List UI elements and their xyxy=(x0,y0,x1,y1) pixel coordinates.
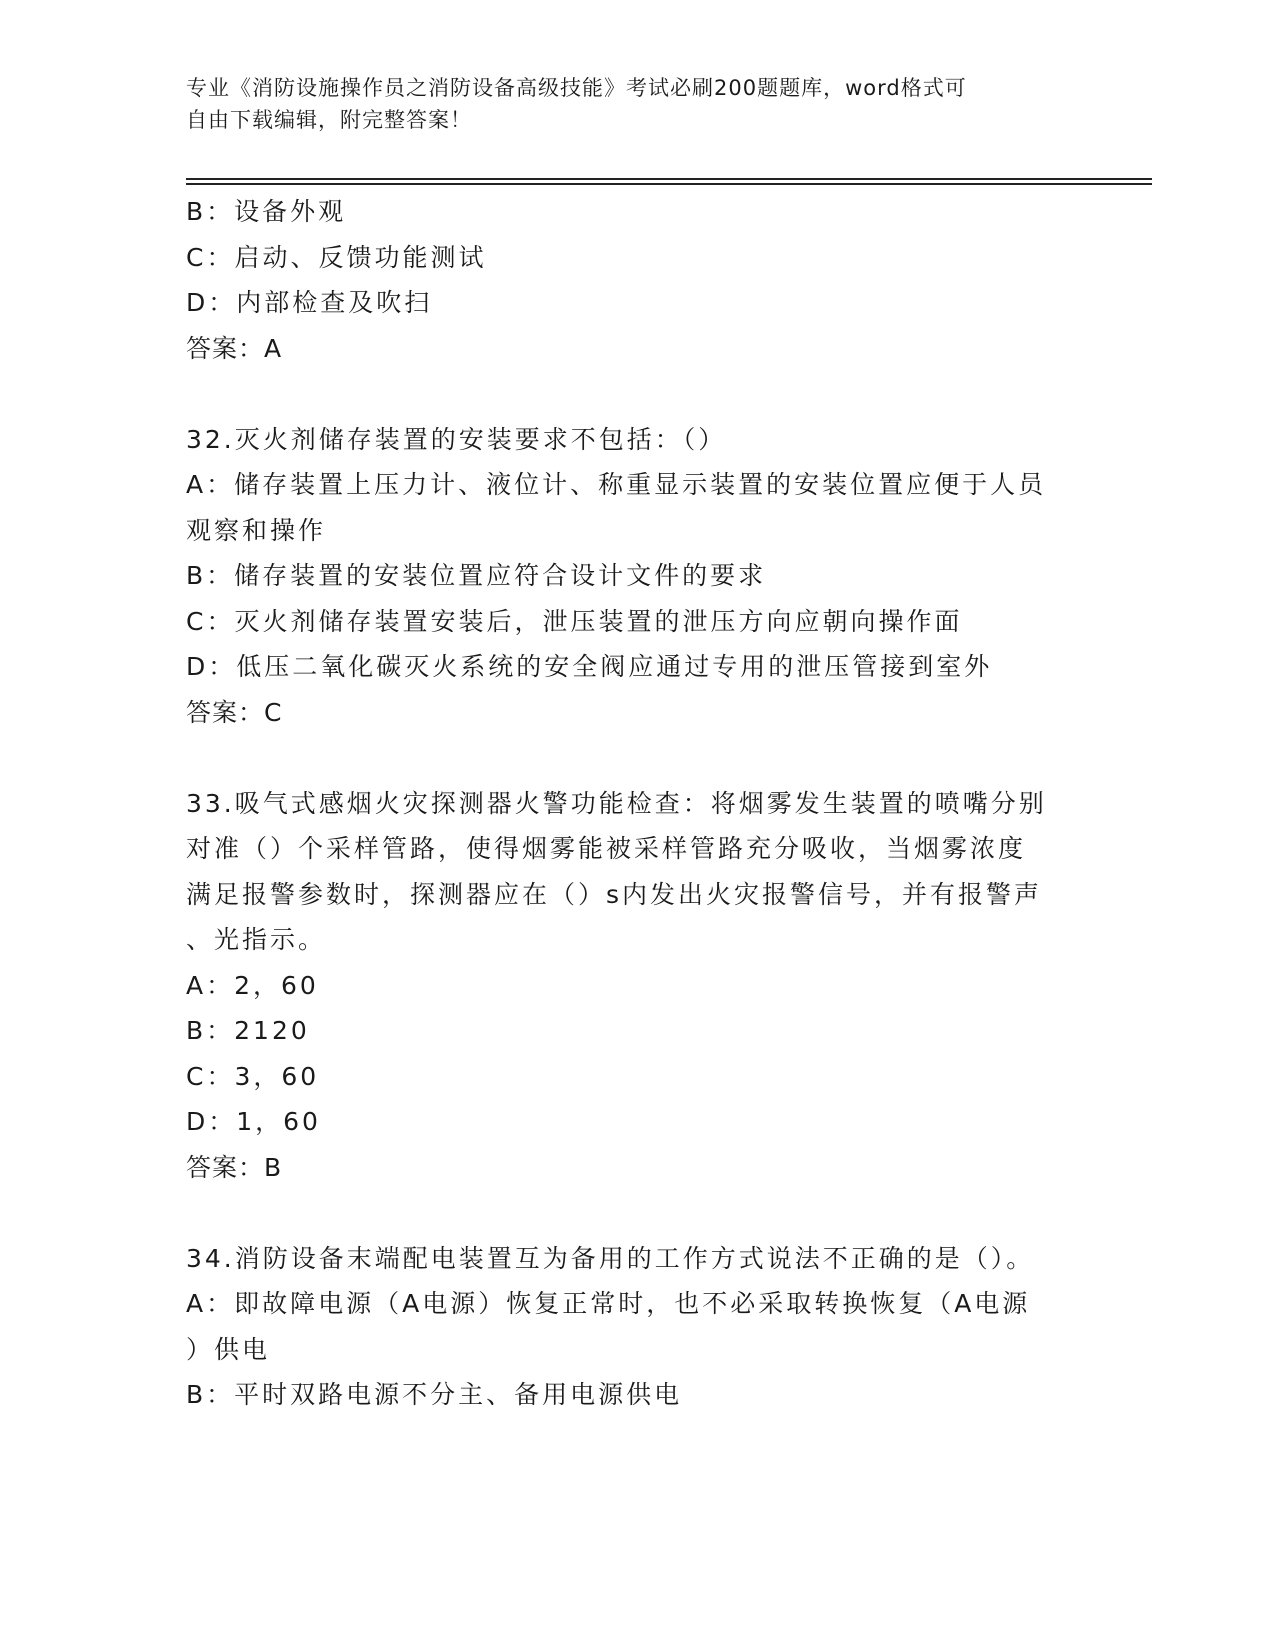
question-stem-line: 34.消防设备末端配电装置互为备用的工作方式说法不正确的是（）。 xyxy=(186,1243,1035,1273)
option-line: A：储存装置上压力计、液位计、称重显示装置的安装位置应便于人员 xyxy=(186,470,1047,499)
document-header xyxy=(186,72,1066,136)
question-34 xyxy=(186,1236,1086,1418)
question-32 xyxy=(186,417,1086,736)
option-line: ）供电 xyxy=(186,1334,271,1364)
option-line: D：内部检查及吹扫 xyxy=(186,288,433,317)
question-stem-line: 32.灭火剂储存装置的安装要求不包括：（） xyxy=(186,424,727,454)
option-line: A：2，60 xyxy=(186,970,319,1000)
header-line-2: 自由下载编辑，附完整答案！ xyxy=(186,108,472,132)
option-line: C：启动、反馈功能测试 xyxy=(186,242,487,272)
question-stem-line: 对准（）个采样管路，使得烟雾能被采样管路充分吸收，当烟雾浓度 xyxy=(186,834,1027,863)
answer-line: 答案：B xyxy=(186,1152,283,1182)
header-rule-bottom xyxy=(186,183,1152,185)
question-stem-line: 、光指示。 xyxy=(186,925,327,954)
header-rule-top xyxy=(186,178,1152,180)
option-line: C：灭火剂储存装置安装后，泄压装置的泄压方向应朝向操作面 xyxy=(186,606,963,636)
answer-line: 答案：A xyxy=(186,333,283,363)
option-line: D：低压二氧化碳灭火系统的安全阀应通过专用的泄压管接到室外 xyxy=(186,652,993,681)
option-line: B：平时双路电源不分主、备用电源供电 xyxy=(186,1380,683,1409)
question-stem-line: 满足报警参数时，探测器应在（）s内发出火灾报警信号，并有报警声 xyxy=(186,879,1043,909)
question-33 xyxy=(186,781,1086,1191)
question-stem-line: 33.吸气式感烟火灾探测器火警功能检查：将烟雾发生装置的喷嘴分别 xyxy=(186,788,1047,818)
option-line: 观察和操作 xyxy=(186,515,327,545)
option-line: B：储存装置的安装位置应符合设计文件的要求 xyxy=(186,561,767,590)
option-line: D：1，60 xyxy=(186,1107,321,1136)
option-line: B：设备外观 xyxy=(186,197,347,226)
option-line: B：2120 xyxy=(186,1016,310,1045)
option-line: C：3，60 xyxy=(186,1061,320,1091)
document-body xyxy=(186,189,1086,1418)
header-line-1: 专业《消防设施操作员之消防设备高级技能》考试必刷200题题库，word格式可 xyxy=(186,76,967,100)
answer-line: 答案：C xyxy=(186,697,283,727)
option-line: A：即故障电源（A电源）恢复正常时，也不必采取转换恢复（A电源 xyxy=(186,1289,1031,1318)
prev-question xyxy=(186,189,1086,371)
